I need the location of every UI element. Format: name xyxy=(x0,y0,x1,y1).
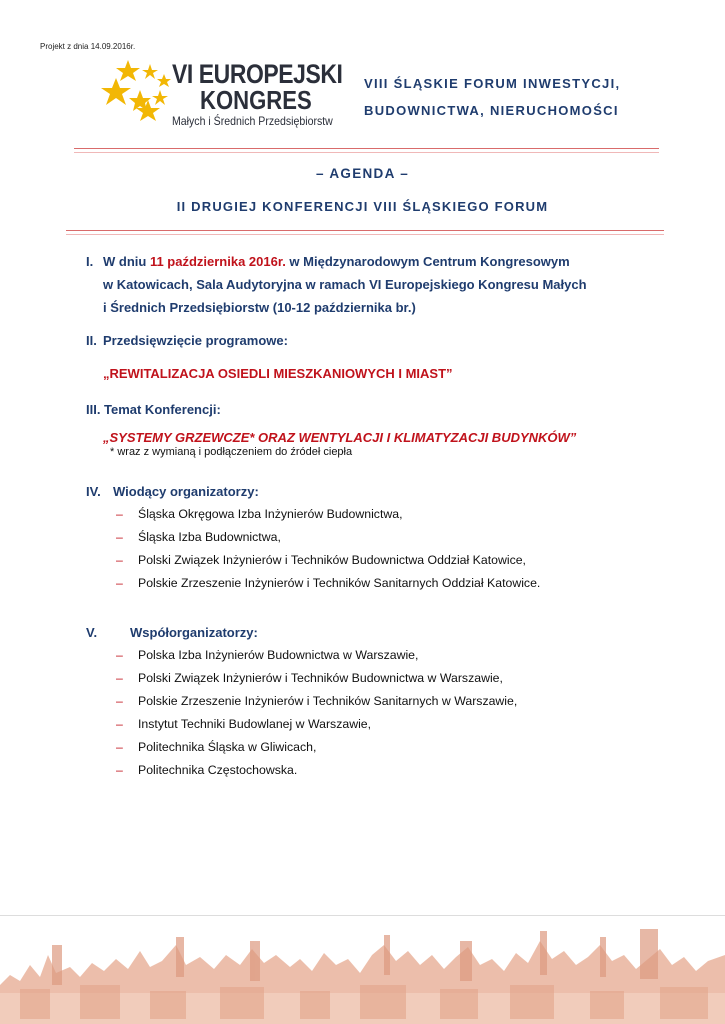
title-divider-shadow xyxy=(66,234,664,235)
list-item xyxy=(116,526,540,549)
agenda-subtitle: II DRUGIEJ KONFERENCJI VIII ŚLĄSKIEGO FORUM xyxy=(176,199,549,214)
section-1-number: I. xyxy=(86,254,94,269)
lead-organizers-list xyxy=(116,503,540,595)
forum-header-line1: VIII ŚLĄSKIE FORUM INWESTYCJI, xyxy=(364,76,621,91)
list-item xyxy=(116,736,517,759)
section-1-post: w Międzynarodowym Centrum Kongresowym xyxy=(285,254,570,269)
forum-header-line2: BUDOWNICTWA, NIERUCHOMOŚCI xyxy=(364,103,619,118)
agenda-title: – AGENDA – xyxy=(315,166,410,181)
forum-header xyxy=(364,70,620,124)
project-date-note: Projekt z dnia 14.09.2016r. xyxy=(40,42,136,51)
list-item-text: Instytut Techniki Budowlanej w Warszawie, xyxy=(138,717,372,731)
list-item-text: Politechnika Częstochowska. xyxy=(138,763,298,777)
list-item-text: Politechnika Śląska w Gliwicach, xyxy=(138,740,317,754)
list-item xyxy=(116,667,517,690)
bullet-dash: – xyxy=(116,717,123,731)
header-divider xyxy=(74,148,659,149)
list-item-text: Polski Związek Inżynierów i Techników Budownictwa Oddział Katowice, xyxy=(138,553,526,567)
list-item-text: Śląska Izba Budownictwa, xyxy=(138,530,281,544)
section-4-number: IV. xyxy=(86,484,101,499)
list-item xyxy=(116,713,517,736)
section-3-number: III. xyxy=(86,402,101,417)
list-item-text: Polskie Zrzeszenie Inżynierów i Techników Sanitarnych Oddział Katowice. xyxy=(138,576,541,590)
bullet-dash: – xyxy=(116,648,123,662)
logo-title-line: VI EUROPEJSKI xyxy=(172,59,343,89)
list-item-text: Polskie Zrzeszenie Inżynierów i Techników Sanitarnych w Warszawie, xyxy=(138,694,518,708)
bullet-dash: – xyxy=(116,576,123,590)
section-4-label: Wiodący organizatorzy: xyxy=(113,484,259,499)
logo-kongres-line: KONGRES xyxy=(200,85,312,115)
stars-icon xyxy=(100,60,180,132)
section-2-value: „REWITALIZACJA OSIEDLI MIESZKANIOWYCH I MIAST” xyxy=(103,366,453,381)
list-item-text: Polski Związek Inżynierów i Techników Budownictwa w Warszawie, xyxy=(138,671,503,685)
list-item-text: Polska Izba Inżynierów Budownictwa w Warszawie, xyxy=(138,648,419,662)
logo-subtitle-line: Małych i Średnich Przedsiębiorstw xyxy=(172,114,333,128)
section-3-value: „SYSTEMY GRZEWCZE* ORAZ WENTYLACJI I KLIMATYZACJI BUDYNKÓW” xyxy=(103,430,577,445)
bullet-dash: – xyxy=(116,530,123,544)
bullet-dash: – xyxy=(116,740,123,754)
list-item xyxy=(116,549,540,572)
section-2-number: II. xyxy=(86,333,97,348)
section-1-line3: i Średnich Przedsiębiorstw (10-12 października br.) xyxy=(103,300,416,315)
list-item xyxy=(116,690,517,713)
list-item xyxy=(116,503,540,526)
bullet-dash: – xyxy=(116,763,123,777)
congress-logo xyxy=(100,59,343,132)
list-item xyxy=(116,759,517,782)
bullet-dash: – xyxy=(116,507,123,521)
header-divider-shadow xyxy=(74,152,659,153)
section-1-date: 11 października 2016r. xyxy=(149,254,286,269)
section-2-label: Przedsięwzięcie programowe: xyxy=(103,333,288,348)
section-1-text xyxy=(103,250,587,319)
list-item xyxy=(116,644,517,667)
city-skyline-illustration xyxy=(0,915,725,1024)
section-5-label: Współorganizatorzy: xyxy=(130,625,258,640)
title-divider xyxy=(66,230,664,231)
bullet-dash: – xyxy=(116,694,123,708)
list-item-text: Śląska Okręgowa Izba Inżynierów Budownictwa, xyxy=(138,507,403,521)
section-1-line2: w Katowicach, Sala Audytoryjna w ramach VI Europejskiego Kongresu Małych xyxy=(103,277,587,292)
section-5-number: V. xyxy=(86,625,98,640)
bullet-dash: – xyxy=(116,671,123,685)
section-1-pre: W dniu xyxy=(103,254,150,269)
section-3-footnote: * wraz z wymianą i podłączeniem do źródeł ciepła xyxy=(110,446,353,458)
list-item xyxy=(116,572,540,595)
section-3-label: Temat Konferencji: xyxy=(104,402,221,417)
bullet-dash: – xyxy=(116,553,123,567)
co-organizers-list xyxy=(116,644,517,782)
